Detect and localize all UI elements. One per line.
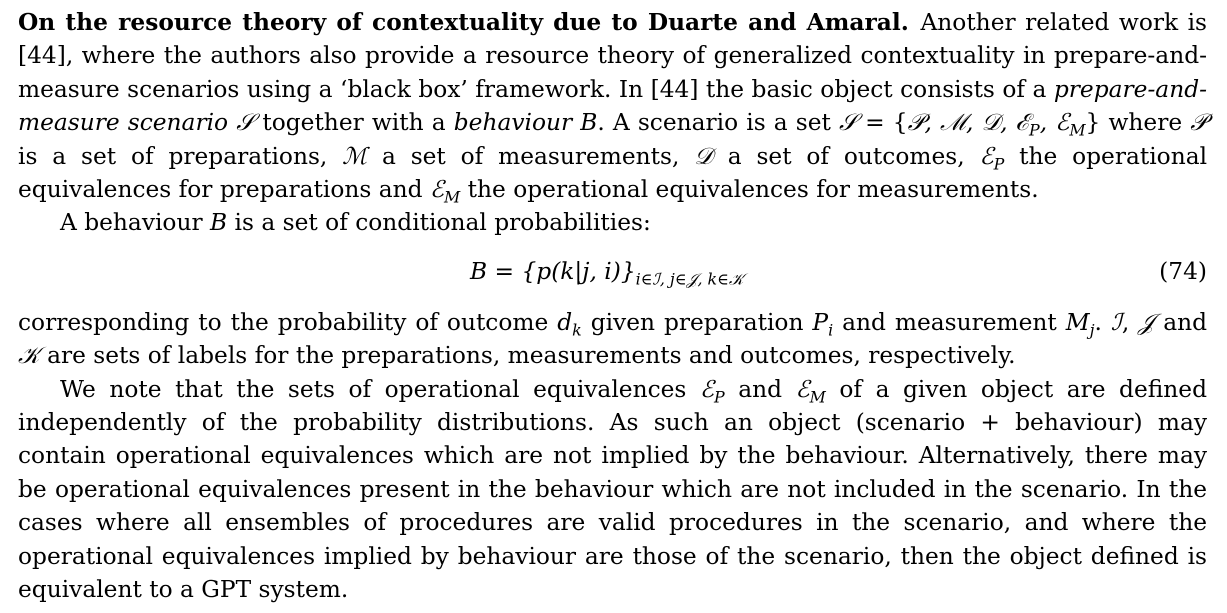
text: where bbox=[1108, 109, 1183, 137]
math-subscript: M bbox=[809, 387, 826, 407]
text: is a set of preparations, bbox=[18, 142, 328, 170]
text: , bbox=[1121, 308, 1130, 336]
math-symbol: } bbox=[1085, 109, 1101, 137]
text: of a given object are defined independently of the probability distributions. As such an object (scenario + behaviour) may contain operational equivalences which are not implied by the behaviour. Alternatively, there may be operational equivalences present in the behaviour which are not included in the scenario. In the cases where all ensembles of procedures are valid procedures in the scenario, and where the operational equivalences implied by behaviour are those of the scenario, then the object defined is equivalent to a GPT system. bbox=[18, 375, 1207, 604]
italic-term: behaviour bbox=[453, 109, 573, 137]
math-subscript: P bbox=[1029, 120, 1040, 140]
math-subscript: P bbox=[714, 387, 725, 407]
math-symbol: ℰ bbox=[429, 176, 445, 204]
math-symbol: 𝒮 bbox=[236, 109, 255, 137]
text: and bbox=[1163, 308, 1208, 336]
equation-subscript: i∈ℐ, j∈𝒥, k∈𝒦 bbox=[635, 269, 744, 289]
equation-rhs: = {p(k|j, i)} bbox=[494, 257, 636, 285]
text: We note that the sets of operational equivalences bbox=[60, 375, 687, 403]
text: Another related work is [44], where the authors also provide a resource theory of generalized contextuality in prepare-and-measure scenarios using a ‘black box’ framework. In [44] the basic object consists of a bbox=[18, 9, 1207, 103]
paragraph-note bbox=[18, 373, 1207, 607]
math-symbol: , ℰ bbox=[1039, 109, 1070, 137]
paragraph-resource-theory bbox=[18, 6, 1207, 206]
math-symbol: M bbox=[1065, 308, 1090, 336]
math-subscript: M bbox=[444, 187, 461, 207]
paragraph-behaviour bbox=[18, 206, 1207, 239]
text: a set of outcomes, bbox=[727, 142, 965, 170]
text: . A scenario is a set bbox=[597, 109, 831, 137]
math-symbol: d bbox=[557, 308, 573, 336]
math-symbol: = { bbox=[865, 109, 908, 137]
paragraph-outcome bbox=[18, 306, 1207, 373]
text: a set of measurements, bbox=[381, 142, 680, 170]
math-subscript: k bbox=[572, 320, 582, 340]
math-symbol: ℰ bbox=[795, 375, 810, 403]
math-symbol: B bbox=[210, 209, 228, 237]
math-symbol: B bbox=[580, 109, 598, 137]
text: the operational equivalences for measurements. bbox=[467, 176, 1039, 204]
equation-lhs: B bbox=[470, 257, 488, 285]
text: given preparation bbox=[590, 308, 804, 336]
math-symbol: P bbox=[812, 308, 829, 336]
text: together with a bbox=[262, 109, 446, 137]
text: is a set of conditional probabilities: bbox=[234, 209, 651, 237]
text: and measurement bbox=[842, 308, 1057, 336]
equation-number: (74) bbox=[1159, 257, 1207, 285]
math-subscript: i bbox=[828, 320, 834, 340]
text: corresponding to the probability of outcome bbox=[18, 308, 549, 336]
italic-term: prepare-and-measure scenario bbox=[18, 75, 1207, 137]
math-symbol: ℰ bbox=[979, 142, 994, 170]
math-subscript: P bbox=[993, 154, 1005, 174]
equation-74 bbox=[18, 240, 1207, 306]
math-symbol: ℰ bbox=[699, 375, 714, 403]
math-symbol: 𝒫, ℳ, 𝒟, ℰ bbox=[907, 109, 1030, 137]
math-symbol: 𝒫 bbox=[1190, 109, 1208, 137]
math-subscript: M bbox=[1069, 120, 1086, 140]
math-symbol: 𝒟 bbox=[694, 142, 713, 170]
math-symbol: ℐ bbox=[1110, 308, 1122, 336]
text: . bbox=[1094, 308, 1102, 336]
math-symbol: 𝒮 bbox=[839, 109, 858, 137]
math-symbol: ℳ bbox=[342, 142, 368, 170]
text: A behaviour bbox=[60, 209, 203, 237]
equation-body bbox=[470, 257, 744, 289]
text: are sets of labels for the preparations, measurements and outcomes, respectively. bbox=[47, 342, 1016, 370]
text: and bbox=[738, 375, 782, 403]
math-symbol: 𝒦 bbox=[18, 342, 40, 370]
math-symbol: 𝒥 bbox=[1138, 308, 1155, 336]
text: the operational equivalences for preparations and bbox=[18, 142, 1208, 204]
math-subscript: j bbox=[1089, 320, 1095, 340]
paragraph-heading: On the resource theory of contextuality due to Duarte and Amaral. bbox=[18, 9, 909, 36]
